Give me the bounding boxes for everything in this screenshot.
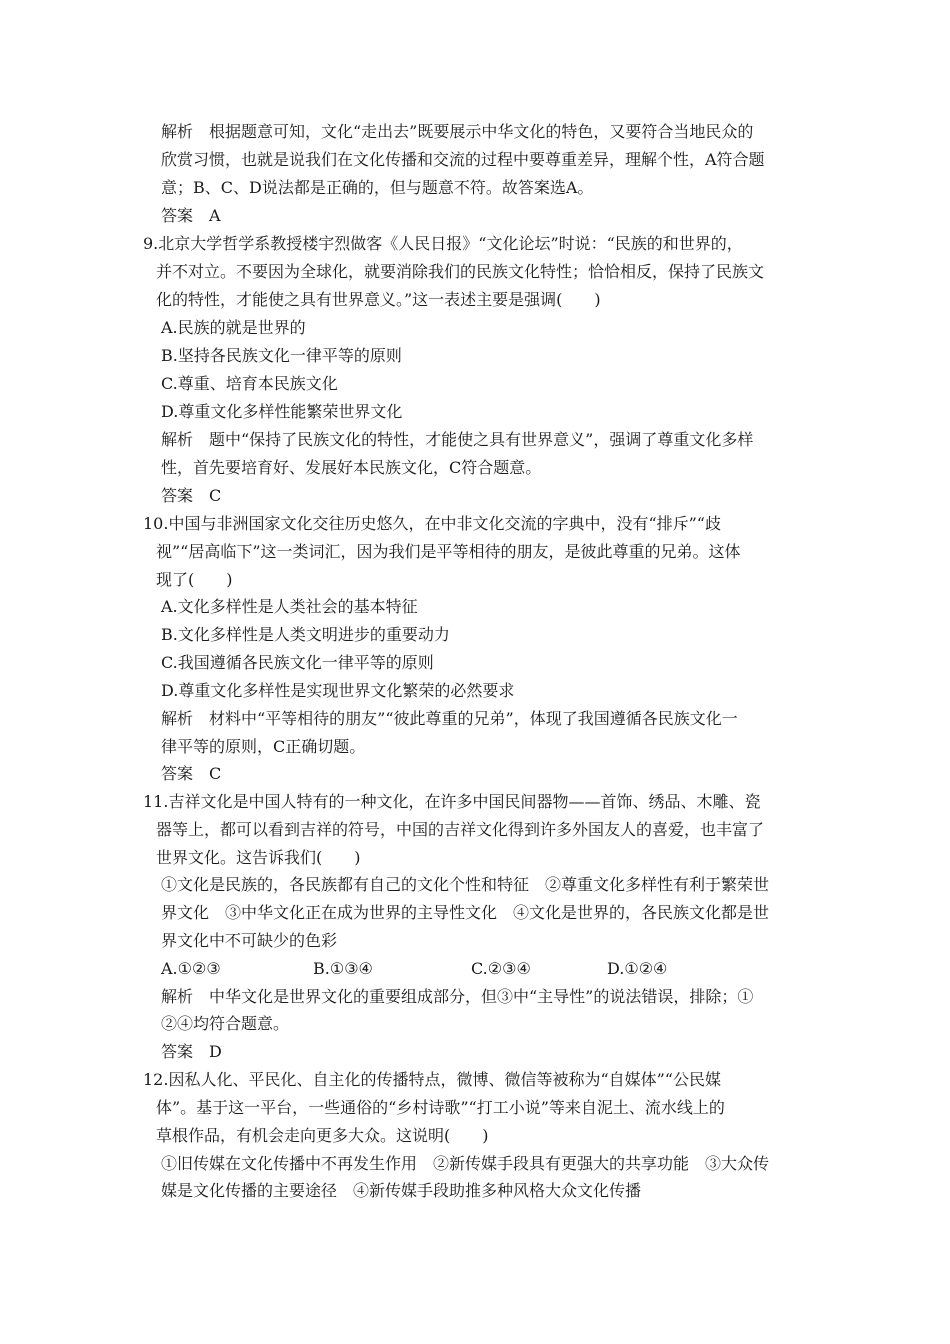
q11-analysis-line: ②④均符合题意。	[161, 1014, 290, 1033]
q8-analysis-line: 意；B、C、D说法都是正确的，但与题意不符。故答案选A。	[161, 178, 594, 197]
q10-option-c: C.我国遵循各民族文化一律平等的原则	[161, 653, 434, 672]
q12-stem-line: 体”。基于这一平台，一些通俗的“乡村诗歌”“打工小说”等来自泥土、流水线上的	[156, 1098, 725, 1117]
q9-option-d: D.尊重文化多样性能繁荣世界文化	[161, 402, 403, 421]
q10-stem-line: 10.中国与非洲国家文化交往历史悠久，在中非文化交流的字典中，没有“排斥”“歧	[143, 514, 721, 533]
q11-statement-line: ①文化是民族的，各民族都有自己的文化个性和特征 ②尊重文化多样性有利于繁荣世	[161, 875, 770, 894]
q10-stem-line: 视”“居高临下”这一类词汇，因为我们是平等相待的朋友，是彼此尊重的兄弟。这体	[156, 542, 741, 561]
q8-analysis-line: 欣赏习惯，也就是说我们在文化传播和交流的过程中要尊重差异，理解个性，A符合题	[161, 150, 765, 169]
q9-option-b: B.坚持各民族文化一律平等的原则	[161, 346, 402, 365]
q11-statement-line: 界文化 ③中华文化正在成为世界的主导性文化 ④文化是世界的，各民族文化都是世	[161, 903, 770, 922]
q10-option-d: D.尊重文化多样性是实现世界文化繁荣的必然要求	[161, 681, 515, 700]
q11-option-c: C.②③④	[471, 959, 531, 978]
q11-statement-line: 界文化中不可缺少的色彩	[161, 931, 338, 950]
q11-option-a: A.①②③	[161, 959, 221, 978]
q11-option-b: B.①③④	[313, 959, 373, 978]
q10-analysis-line: 律平等的原则，C正确切题。	[161, 737, 366, 756]
q11-stem-line: 器等上，都可以看到吉祥的符号，中国的吉祥文化得到许多外国友人的喜爱，也丰富了	[156, 820, 765, 839]
q11-analysis-line: 解析 中华文化是世界文化的重要组成部分，但③中“主导性”的说法错误，排除；①	[161, 987, 754, 1006]
q9-stem-line: 9.北京大学哲学系教授楼宇烈做客《人民日报》“文化论坛”时说：“民族的和世界的，	[143, 234, 743, 253]
q10-analysis-line: 解析 材料中“平等相待的朋友”“彼此尊重的兄弟”，体现了我国遵循各民族文化一	[161, 709, 738, 728]
q11-option-d: D.①②④	[607, 959, 668, 978]
q12-stem-line: 草根作品，有机会走向更多大众。这说明( )	[156, 1126, 489, 1145]
q11-stem-line: 11.吉祥文化是中国人特有的一种文化，在许多中国民间器物——首饰、绣品、木雕、瓷	[143, 792, 761, 811]
q11-stem-line: 世界文化。这告诉我们( )	[156, 848, 361, 867]
q9-analysis-line: 性，首先要培育好、发展好本民族文化，C符合题意。	[161, 458, 542, 477]
q9-option-c: C.尊重、培育本民族文化	[161, 374, 338, 393]
q10-option-b: B.文化多样性是人类文明进步的重要动力	[161, 625, 450, 644]
q8-analysis-line: 解析 根据题意可知，文化“走出去”既要展示中华文化的特色，又要符合当地民众的	[161, 122, 754, 141]
q12-stem-line: 12.因私人化、平民化、自主化的传播特点，微博、微信等被称为“自媒体”“公民媒	[143, 1070, 721, 1089]
q10-answer: 答案 C	[161, 764, 222, 783]
q12-statement-line: 媒是文化传播的主要途径 ④新传媒手段助推多种风格大众文化传播	[161, 1181, 642, 1200]
q9-stem-line: 并不对立。不要因为全球化，就要消除我们的民族文化特性；恰恰相反，保持了民族文	[156, 262, 765, 281]
q9-stem-line: 化的特性，才能使之具有世界意义。”这一表述主要是强调( )	[156, 290, 601, 309]
q10-stem-line: 现了( )	[156, 570, 233, 589]
q12-statement-line: ①旧传媒在文化传播中不再发生作用 ②新传媒手段具有更强大的共享功能 ③大众传	[161, 1154, 770, 1173]
q9-answer: 答案 C	[161, 486, 222, 505]
q9-option-a: A.民族的就是世界的	[161, 318, 306, 337]
q9-analysis-line: 解析 题中“保持了民族文化的特性，才能使之具有世界意义”，强调了尊重文化多样	[161, 430, 754, 449]
q10-option-a: A.文化多样性是人类社会的基本特征	[161, 597, 418, 616]
q8-answer: 答案 A	[161, 206, 221, 225]
q11-answer: 答案 D	[161, 1042, 222, 1061]
